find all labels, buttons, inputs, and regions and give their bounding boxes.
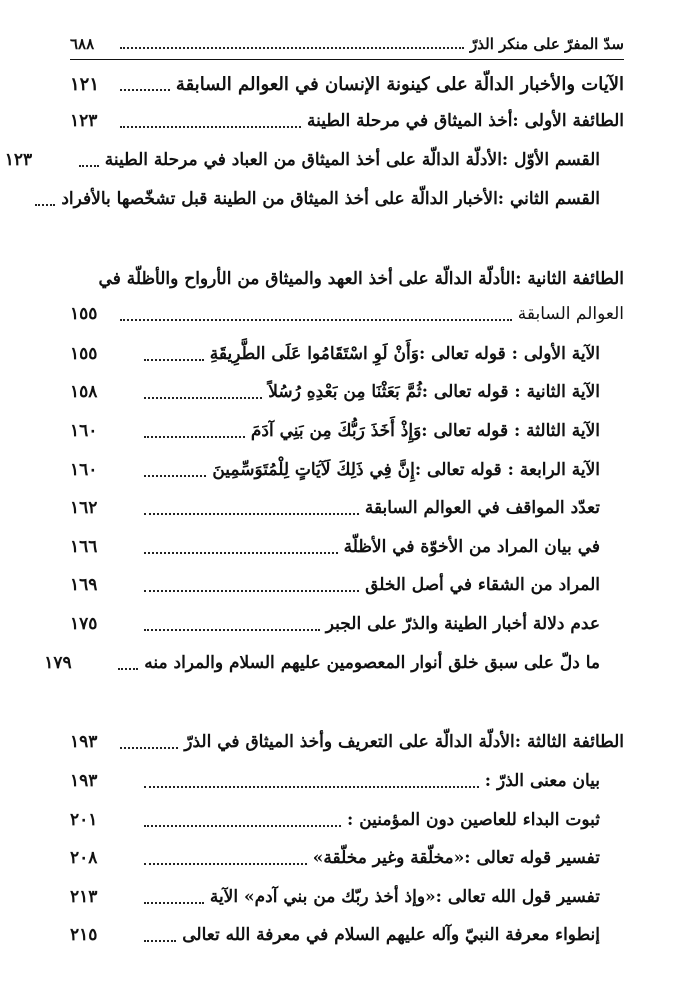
- toc-entry[interactable]: المراد من الشقاء في أصل الخلق ١٦٩: [70, 575, 600, 595]
- toc-entry[interactable]: عدم دلالة أخبار الطينة والذرّ على الجبر ١٧٥: [70, 614, 600, 634]
- toc-entry[interactable]: الآيات والأخبار الدالّة على كينونة الإنسان في العوالم السابقة ١٢١: [70, 73, 624, 95]
- toc-entry[interactable]: الآية الثالثة : قوله تعالى :وَإِذْ أَخَذَ رَبُّكَ مِن بَنِي آدَمَ ١٦٠: [70, 421, 600, 441]
- toc-entry[interactable]: إنطواء معرفة النبيّ وآله عليهم السلام في معرفة الله تعالى ٢١٥: [70, 925, 600, 945]
- toc-entry[interactable]: القسم الأوّل :الأدلّة الدالّة على أخذ الميثاق من العباد في مرحلة الطينة ١٢٣: [4, 150, 600, 170]
- running-header: [70, 30, 624, 58]
- toc-entry[interactable]: الآية الثانية : قوله تعالى :ثُمَّ بَعَثْنَا مِن بَعْدِهِ رُسُلاً ١٥٨: [70, 382, 600, 402]
- toc-entry[interactable]: العوالم السابقة ١٥٥: [70, 304, 624, 324]
- toc-entry[interactable]: ثبوت البداء للعاصين دون المؤمنين : ٢٠١: [70, 810, 600, 830]
- header-leader: [120, 47, 464, 49]
- toc-entry[interactable]: بيان معنى الذرّ : ١٩٣: [70, 771, 600, 791]
- toc-entry[interactable]: تعدّد المواقف في العوالم السابقة ١٦٢: [70, 498, 600, 518]
- toc-entry[interactable]: الطائفة الثالثة :الأدلّة الدالّة على التعريف وأخذ الميثاق في الذرّ ١٩٣: [70, 732, 624, 752]
- toc-entry[interactable]: الآية الأولى : قوله تعالى :وَأَنْ لَوِ اسْتَقَامُوا عَلَى الطَّرِيقَةِ ١٥٥: [70, 344, 600, 364]
- header-rule: [70, 59, 624, 60]
- header-title: سدّ المفرّ على منكر الذرّ: [470, 35, 624, 53]
- toc-entry[interactable]: ما دلّ على سبق خلق أنوار المعصومين عليهم السلام والمراد منه ١٧٩: [44, 653, 600, 673]
- toc-entry[interactable]: القسم الثاني :الأخبار الدالّة على أخذ الميثاق من الطينة قبل تشخّصها بالأفراد: [70, 184, 600, 214]
- toc-entry[interactable]: في بيان المراد من الأخوّة في الأظلّة ١٦٦: [70, 537, 600, 557]
- header-page-number: ٦٨٨: [70, 35, 95, 53]
- toc-entry[interactable]: الطائفة الأولى :أخذ الميثاق في مرحلة الطينة ١٢٣: [70, 111, 624, 131]
- toc-entry[interactable]: الآية الرابعة : قوله تعالى :إِنَّ فِي ذَلِكَ لَآيَاتٍ لِلْمُتَوَسِّمِينَ ١٦٠: [70, 460, 600, 480]
- toc-entry[interactable]: تفسير قول الله تعالى :«وإذ أخذ ربّك من بني آدم» الآية ٢١٣: [70, 887, 600, 907]
- toc-entry-line1[interactable]: الطائفة الثانية :الأدلّة الدالّة على أخذ العهد والميثاق من الأرواح والأظلّة في: [98, 269, 624, 289]
- toc-entry[interactable]: تفسير قوله تعالى :«مخلّقة وغير مخلّقة» ٢٠٨: [70, 848, 600, 868]
